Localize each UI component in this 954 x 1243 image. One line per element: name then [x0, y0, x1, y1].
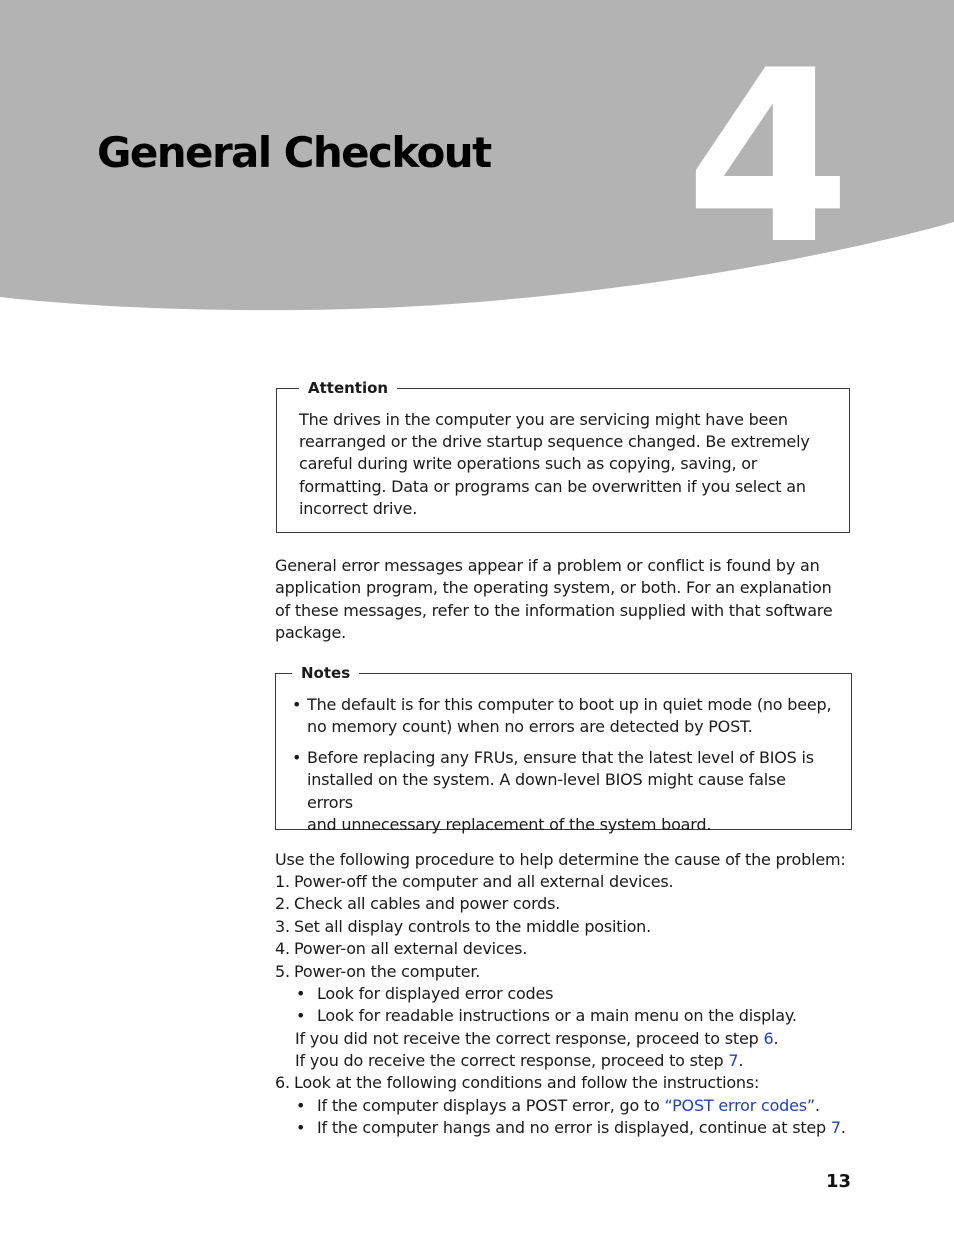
- followup-punct: .: [738, 1051, 744, 1070]
- intro-line: application program, the operating system, or both. For an explanation: [275, 578, 832, 598]
- bullet-icon: •: [296, 984, 306, 1003]
- attention-text: [299, 409, 829, 520]
- step5-followup: [295, 1028, 778, 1050]
- step6-bullet-punct: .: [815, 1096, 820, 1115]
- step-text: Power-on the computer.: [294, 962, 481, 981]
- attention-label: Attention: [299, 379, 397, 397]
- step-text: Set all display controls to the middle position.: [294, 917, 651, 936]
- followup-punct: .: [773, 1029, 779, 1048]
- notes-box: [275, 664, 852, 834]
- bullet-icon: •: [296, 1096, 306, 1115]
- page-number: 13: [826, 1171, 852, 1192]
- note-line: The default is for this computer to boot up in quiet mode (no beep,: [307, 695, 832, 714]
- note-line: no memory count) when no errors are detected by POST.: [307, 717, 753, 737]
- note-line: Before replacing any FRUs, ensure that the latest level of BIOS is: [307, 748, 814, 767]
- step6-bullet: [317, 1117, 846, 1139]
- step-number: 6.: [275, 1073, 290, 1092]
- step5-bullet-text: Look for displayed error codes: [317, 984, 554, 1003]
- step-number: 3.: [275, 917, 290, 936]
- step-text: Check all cables and power cords.: [294, 894, 561, 913]
- step-number: 5.: [275, 962, 290, 981]
- intro-line: of these messages, refer to the information supplied with that software: [275, 600, 833, 620]
- attention-line: incorrect drive.: [299, 498, 418, 518]
- step-number: 1.: [275, 872, 290, 891]
- bullet-icon: •: [296, 1118, 306, 1137]
- chapter-number: 4: [685, 20, 851, 297]
- intro-line: package.: [275, 623, 347, 643]
- intro-paragraph: [275, 555, 845, 645]
- note-item: [290, 747, 835, 836]
- bullet-icon: •: [292, 748, 302, 767]
- attention-box: [276, 379, 850, 533]
- attention-line: The drives in the computer you are servicing might have been: [299, 410, 788, 429]
- step-number: 2.: [275, 894, 290, 913]
- followup-text: If you did not receive the correct response, proceed to step: [295, 1029, 764, 1048]
- bullet-icon: •: [296, 1006, 306, 1025]
- note-item: [290, 694, 835, 739]
- step5-followup: [295, 1050, 743, 1072]
- step-7-link[interactable]: 7: [728, 1051, 739, 1070]
- step-text: Power-off the computer and all external devices.: [294, 872, 674, 891]
- step6-bullet: [317, 1095, 820, 1117]
- intro-line: General error messages appear if a problem or conflict is found by an: [275, 556, 820, 575]
- step-text: Look at the following conditions and follow the instructions:: [294, 1073, 760, 1092]
- step5-bullet-text: Look for readable instructions or a main menu on the display.: [317, 1006, 797, 1025]
- notes-label: Notes: [292, 664, 359, 682]
- attention-line: formatting. Data or programs can be overwritten if you select an: [299, 476, 806, 496]
- followup-text: If you do receive the correct response, proceed to step: [295, 1051, 729, 1070]
- attention-line: careful during write operations such as copying, saving, or: [299, 454, 758, 474]
- note-line: installed on the system. A down-level BIOS might cause false errors: [307, 770, 786, 812]
- page-title: General Checkout: [97, 128, 491, 177]
- note-line: and unnecessary replacement of the system board.: [307, 814, 712, 834]
- post-error-codes-link[interactable]: “POST error codes”: [664, 1096, 816, 1115]
- step-7-link[interactable]: 7: [830, 1118, 841, 1137]
- step-6-link[interactable]: 6: [763, 1029, 774, 1048]
- bullet-icon: •: [292, 695, 302, 714]
- attention-line: rearranged or the drive startup sequence changed. Be extremely: [299, 432, 810, 452]
- procedure-intro: Use the following procedure to help determine the cause of the problem:: [275, 850, 846, 869]
- step6-bullet-text: If the computer displays a POST error, go to: [317, 1096, 665, 1115]
- step6-bullet-punct: .: [840, 1118, 846, 1137]
- step6-bullet-text: If the computer hangs and no error is displayed, continue at step: [317, 1118, 831, 1137]
- step-text: Power-on all external devices.: [294, 939, 528, 958]
- step-number: 4.: [275, 939, 290, 958]
